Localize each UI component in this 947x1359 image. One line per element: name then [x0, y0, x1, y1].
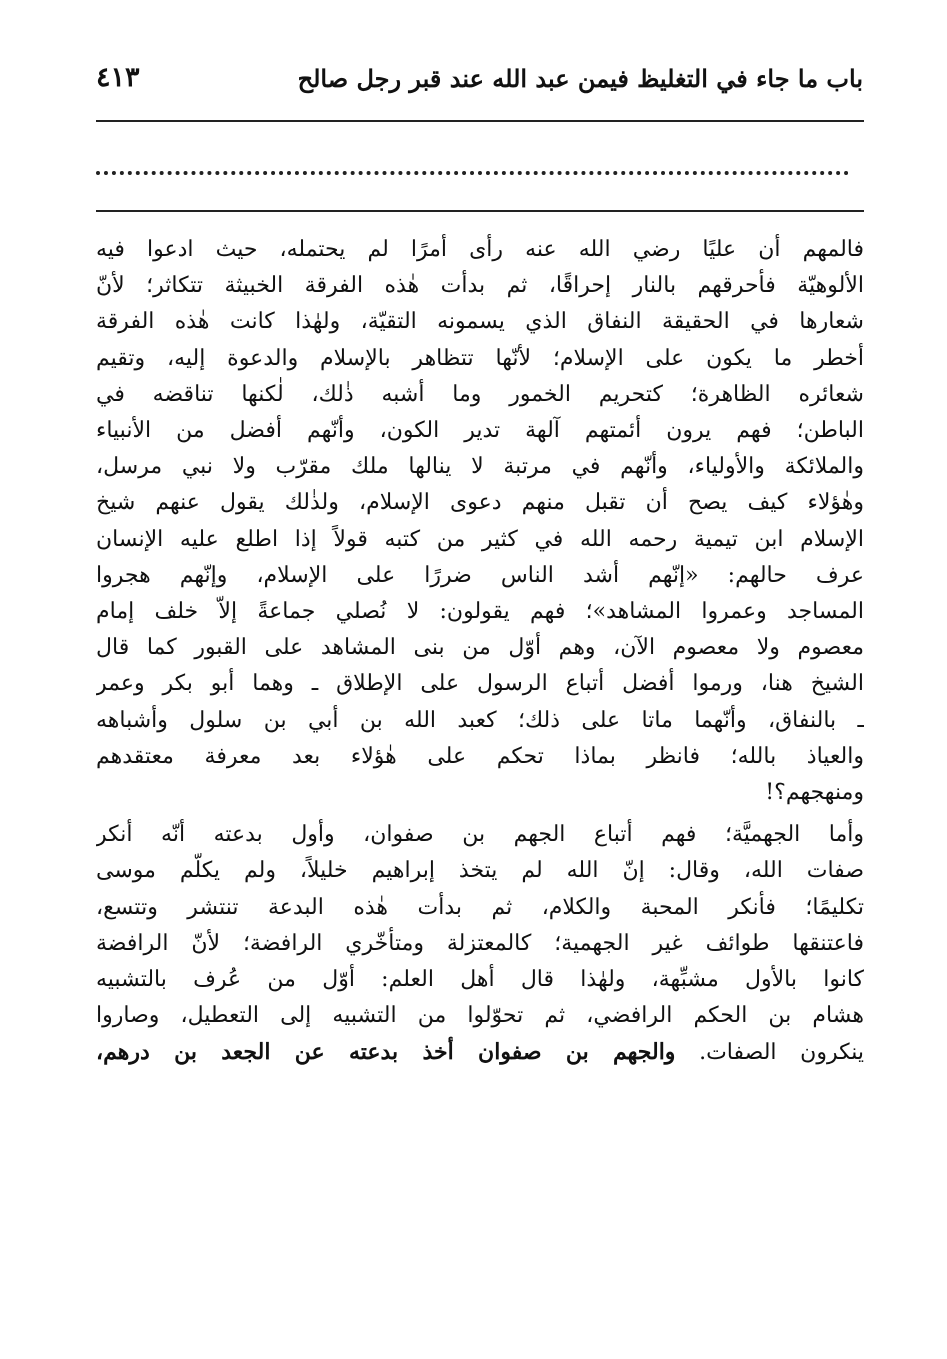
text-line: الإسلام ابن تيمية رحمه الله في كثير من كتبه قولاً إذا اطلع عليه الإنسان — [96, 526, 864, 552]
paragraph-1 — [96, 232, 864, 811]
text-line: شعارها في الحقيقة النفاق الذي يسمونه التقيّة، ولهٰذا كانت هٰذه الفرقة — [96, 309, 864, 335]
running-header — [96, 58, 863, 112]
text-line: المساجد وعمروا المشاهد»؛ فهم يقولون: لا نُصلي جماعةً إلاّ خلف إمام — [96, 599, 864, 625]
bold-text: والجهم بن صفوان أخذ بدعته عن الجعد بن درهم، — [96, 1039, 676, 1066]
text-line-final — [96, 1034, 864, 1071]
page-number: ٤١٣ — [96, 62, 140, 93]
text-line: صفات الله، وقال: إنّ الله لم يتخذ إبراهيم خليلاً، ولم يكلّم موسى — [96, 858, 864, 884]
paragraph-2 — [96, 817, 864, 1071]
body-text — [96, 232, 864, 1072]
text-line: وأما الجهميَّة؛ فهم أتباع الجهم بن صفوان، وأول بدعته أنّه أنكر — [96, 822, 864, 848]
text-line: والملائكة والأولياء، وأنّهم في مرتبة لا ينالها ملك مقرّب ولا نبي مرسل، — [96, 454, 864, 480]
dotted-separator — [96, 171, 849, 175]
text-line: أخطر ما يكون على الإسلام؛ لأنّها تتظاهر بالإسلام والدعوة إليه، وتقيم — [96, 345, 864, 371]
text-line: فاعتنقها طوائف غير الجهمية؛ كالمعتزلة ومتأخّري الرافضة؛ لأنّ الرافضة — [96, 930, 864, 956]
text-line: الألوهيّة فأحرقهم بالنار إحراقًا، ثم بدأت هٰذه الفرقة الخبيثة تتكاثر؛ لأنّ — [96, 273, 864, 299]
plain-text: ينكرون الصفات. — [699, 1040, 864, 1066]
text-line: ومنهجهم؟! — [765, 780, 864, 806]
text-line: تكليمًا؛ فأنكر المحبة والكلام، ثم بدأت هٰذه البدعة تنتشر وتتسع، — [96, 894, 864, 920]
chapter-title: باب ما جاء في التغليظ فيمن عبد الله عند قبر رجل صالح — [297, 64, 863, 93]
text-line: فالمهم أن عليًا رضي الله عنه رأى أمرًا لم يحتمله، حيث ادعوا فيه — [96, 237, 864, 262]
text-line: شعائره الظاهرة؛ كتحريم الخمور وما أشبه ذٰلك، لٰكنها تناقضه في — [96, 381, 864, 407]
text-line: معصوم ولا معصوم الآن، وهم أوّل من بنى المشاهد على القبور كما قال — [96, 635, 864, 661]
text-line: ـ بالنفاق، وأنّهما ماتا على ذلك؛ كعبد الله بن أبي بن سلول وأشباهه — [96, 707, 864, 733]
text-line: عرف حالهم: «إنّهم أشد الناس ضررًا على الإسلام، وإنّهم هجروا — [96, 562, 864, 588]
separator-rule — [96, 210, 864, 212]
text-line: كانوا بالأول مشبِّهة، ولهٰذا قال أهل العلم: أوّل من عُرف بالتشبيه — [96, 967, 864, 993]
text-line: الباطن؛ فهم يرون أئمتهم آلهة تدير الكون، وأنّهم أفضل من الأنبياء — [96, 418, 864, 444]
text-line: الشيخ هنا، ورموا أفضل أتباع الرسول على الإطلاق ـ وهما أبو بكر وعمر — [96, 671, 864, 697]
text-line: هشام بن الحكم الرافضي، ثم تحوّلوا من التشبيه إلى التعطيل، وصاروا — [96, 1003, 864, 1029]
text-line: وهٰؤلاء كيف يصح أن تقبل منهم دعوى الإسلام، ولذٰلك يقول عنهم شيخ — [96, 490, 864, 516]
header-rule — [96, 120, 864, 122]
text-line: والعياذ بالله؛ فانظر بماذا تحكم على هٰؤلاء بعد معرفة معتقدهم — [96, 743, 864, 769]
